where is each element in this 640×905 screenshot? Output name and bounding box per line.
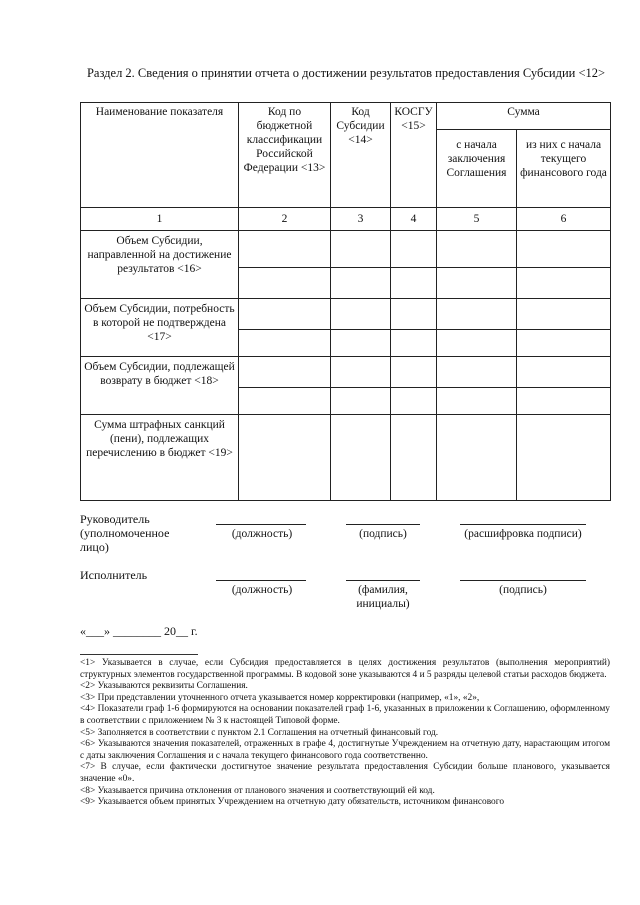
footnote: <6> Указываются значения показателей, отраженных в графе 4, достигнутые Учреждением на отчетную дату, нарастающим итогом с даты заключения Соглашения и с начала текущего финансового года соответственно. [80,739,610,761]
table-cell [239,415,331,501]
header-sum-current-year: из них с начала текущего финансового года [517,130,611,208]
table-cell [391,330,437,357]
table-cell [437,231,517,268]
table-cell [239,268,331,299]
footnote: <4> Показатели граф 1-6 формируются на основании показателей граф 1-6, указанных в приложении к Соглашению, оформленному в соответствии с приложением № 3 к настоящей Типовой форме. [80,704,610,726]
table-cell [517,357,611,388]
header-sum: Сумма [437,103,611,130]
table-cell [437,268,517,299]
table-cell [517,299,611,330]
row-label-directed-subsidy: Объем Субсидии, направленной на достижение результатов <16> [81,231,239,299]
table-cell [391,388,437,415]
header-indicator-name: Наименование показателя [81,103,239,208]
column-number: 4 [391,208,437,231]
footnote: <9> Указывается объем принятых Учреждением на отчетную дату обязательств, источником финансового [80,797,505,808]
executor-signature-line [460,580,586,581]
table-cell [517,268,611,299]
footnotes [80,658,610,809]
footnote-separator [80,654,198,655]
executor-name-hint: (фамилия, инициалы) [356,584,410,610]
row-label-penalties: Сумма штрафных санкций (пени), подлежащих перечислению в бюджет <19> [81,415,239,501]
row-label-return-subsidy: Объем Субсидии, подлежащей возврату в бюджет <18> [81,357,239,415]
table-cell [437,357,517,388]
head-label: Руководитель (уполномоченное лицо) [80,512,170,554]
table-cell [239,357,331,388]
head-signature-hint: (подпись) [359,528,407,540]
table-cell [239,330,331,357]
footnote: <5> Заполняется в соответствии с пунктом 2.1 Соглашения на отчетный финансовый год. [80,727,439,738]
table-row [81,299,611,330]
column-number: 6 [517,208,611,231]
table-cell [517,231,611,268]
head-position-line [216,524,306,525]
table-cell [331,357,391,388]
table-cell [239,388,331,415]
table-cell [437,299,517,330]
head-position-hint: (должность) [231,528,293,540]
column-number: 1 [81,208,239,231]
table-cell [331,231,391,268]
table-cell [331,415,391,501]
column-number: 5 [437,208,517,231]
header-row-1 [81,103,611,130]
table-cell [331,299,391,330]
table-cell [437,330,517,357]
table-cell [391,268,437,299]
executor-signature-hint: (подпись) [499,584,547,596]
column-number: 3 [331,208,391,231]
section-title: Раздел 2. Сведения о принятии отчета о достижении результатов предоставления Субсидии <12> [86,66,606,80]
table-row [81,357,611,388]
head-signature-line [346,524,420,525]
header-kbk: Код по бюджетной классификации Российской Федерации <13> [239,103,331,208]
header-subsidy-code: Код Субсидии <14> [331,103,391,208]
executor-name-line [346,580,420,581]
header-kosgu: КОСГУ <15> [391,103,437,208]
footnote: <2> Указываются реквизиты Соглашения. [80,681,248,692]
acceptance-table [80,102,611,501]
executor-label: Исполнитель [80,568,148,582]
table-cell [517,330,611,357]
date-line: «___» ________ 20__ г. [80,624,198,638]
table-cell [391,299,437,330]
table-cell [331,388,391,415]
executor-position-line [216,580,306,581]
table-cell [331,330,391,357]
table-cell [391,357,437,388]
footnote: <7> В случае, если фактически достигнутое значение результата предоставления Субсидии больше планового, указывается значение «0». [80,762,610,784]
head-decoding-hint: (расшифровка подписи) [464,528,582,540]
table-cell [517,388,611,415]
footnote: <8> Указывается причина отклонения от планового значения и соответствующий ей код. [80,785,435,796]
table-cell [517,415,611,501]
footnote: <1> Указывается в случае, если Субсидия предоставляется в целях достижения результатов (выполнения мероприятий) структурных элементов государственной программы. В кодовой зоне указываются 4 и 5 разряды целевой статьи расходов бюджета. [80,658,610,680]
table-cell [239,299,331,330]
executor-position-hint: (должность) [231,584,293,596]
header-sum-from-start: с начала заключения Соглашения [437,130,517,208]
column-number: 2 [239,208,331,231]
table-cell [391,231,437,268]
table-cell [437,388,517,415]
table-cell [331,268,391,299]
table-row [81,415,611,501]
table-cell [239,231,331,268]
table-cell [437,415,517,501]
table-row [81,231,611,268]
column-number-row [81,208,611,231]
table-cell [391,415,437,501]
head-decoding-line [460,524,586,525]
footnote: <3> При представлении уточненного отчета указывается номер корректировки (например, «1», «2», [80,692,480,703]
row-label-unconfirmed-subsidy: Объем Субсидии, потребность в которой не подтверждена <17> [81,299,239,357]
